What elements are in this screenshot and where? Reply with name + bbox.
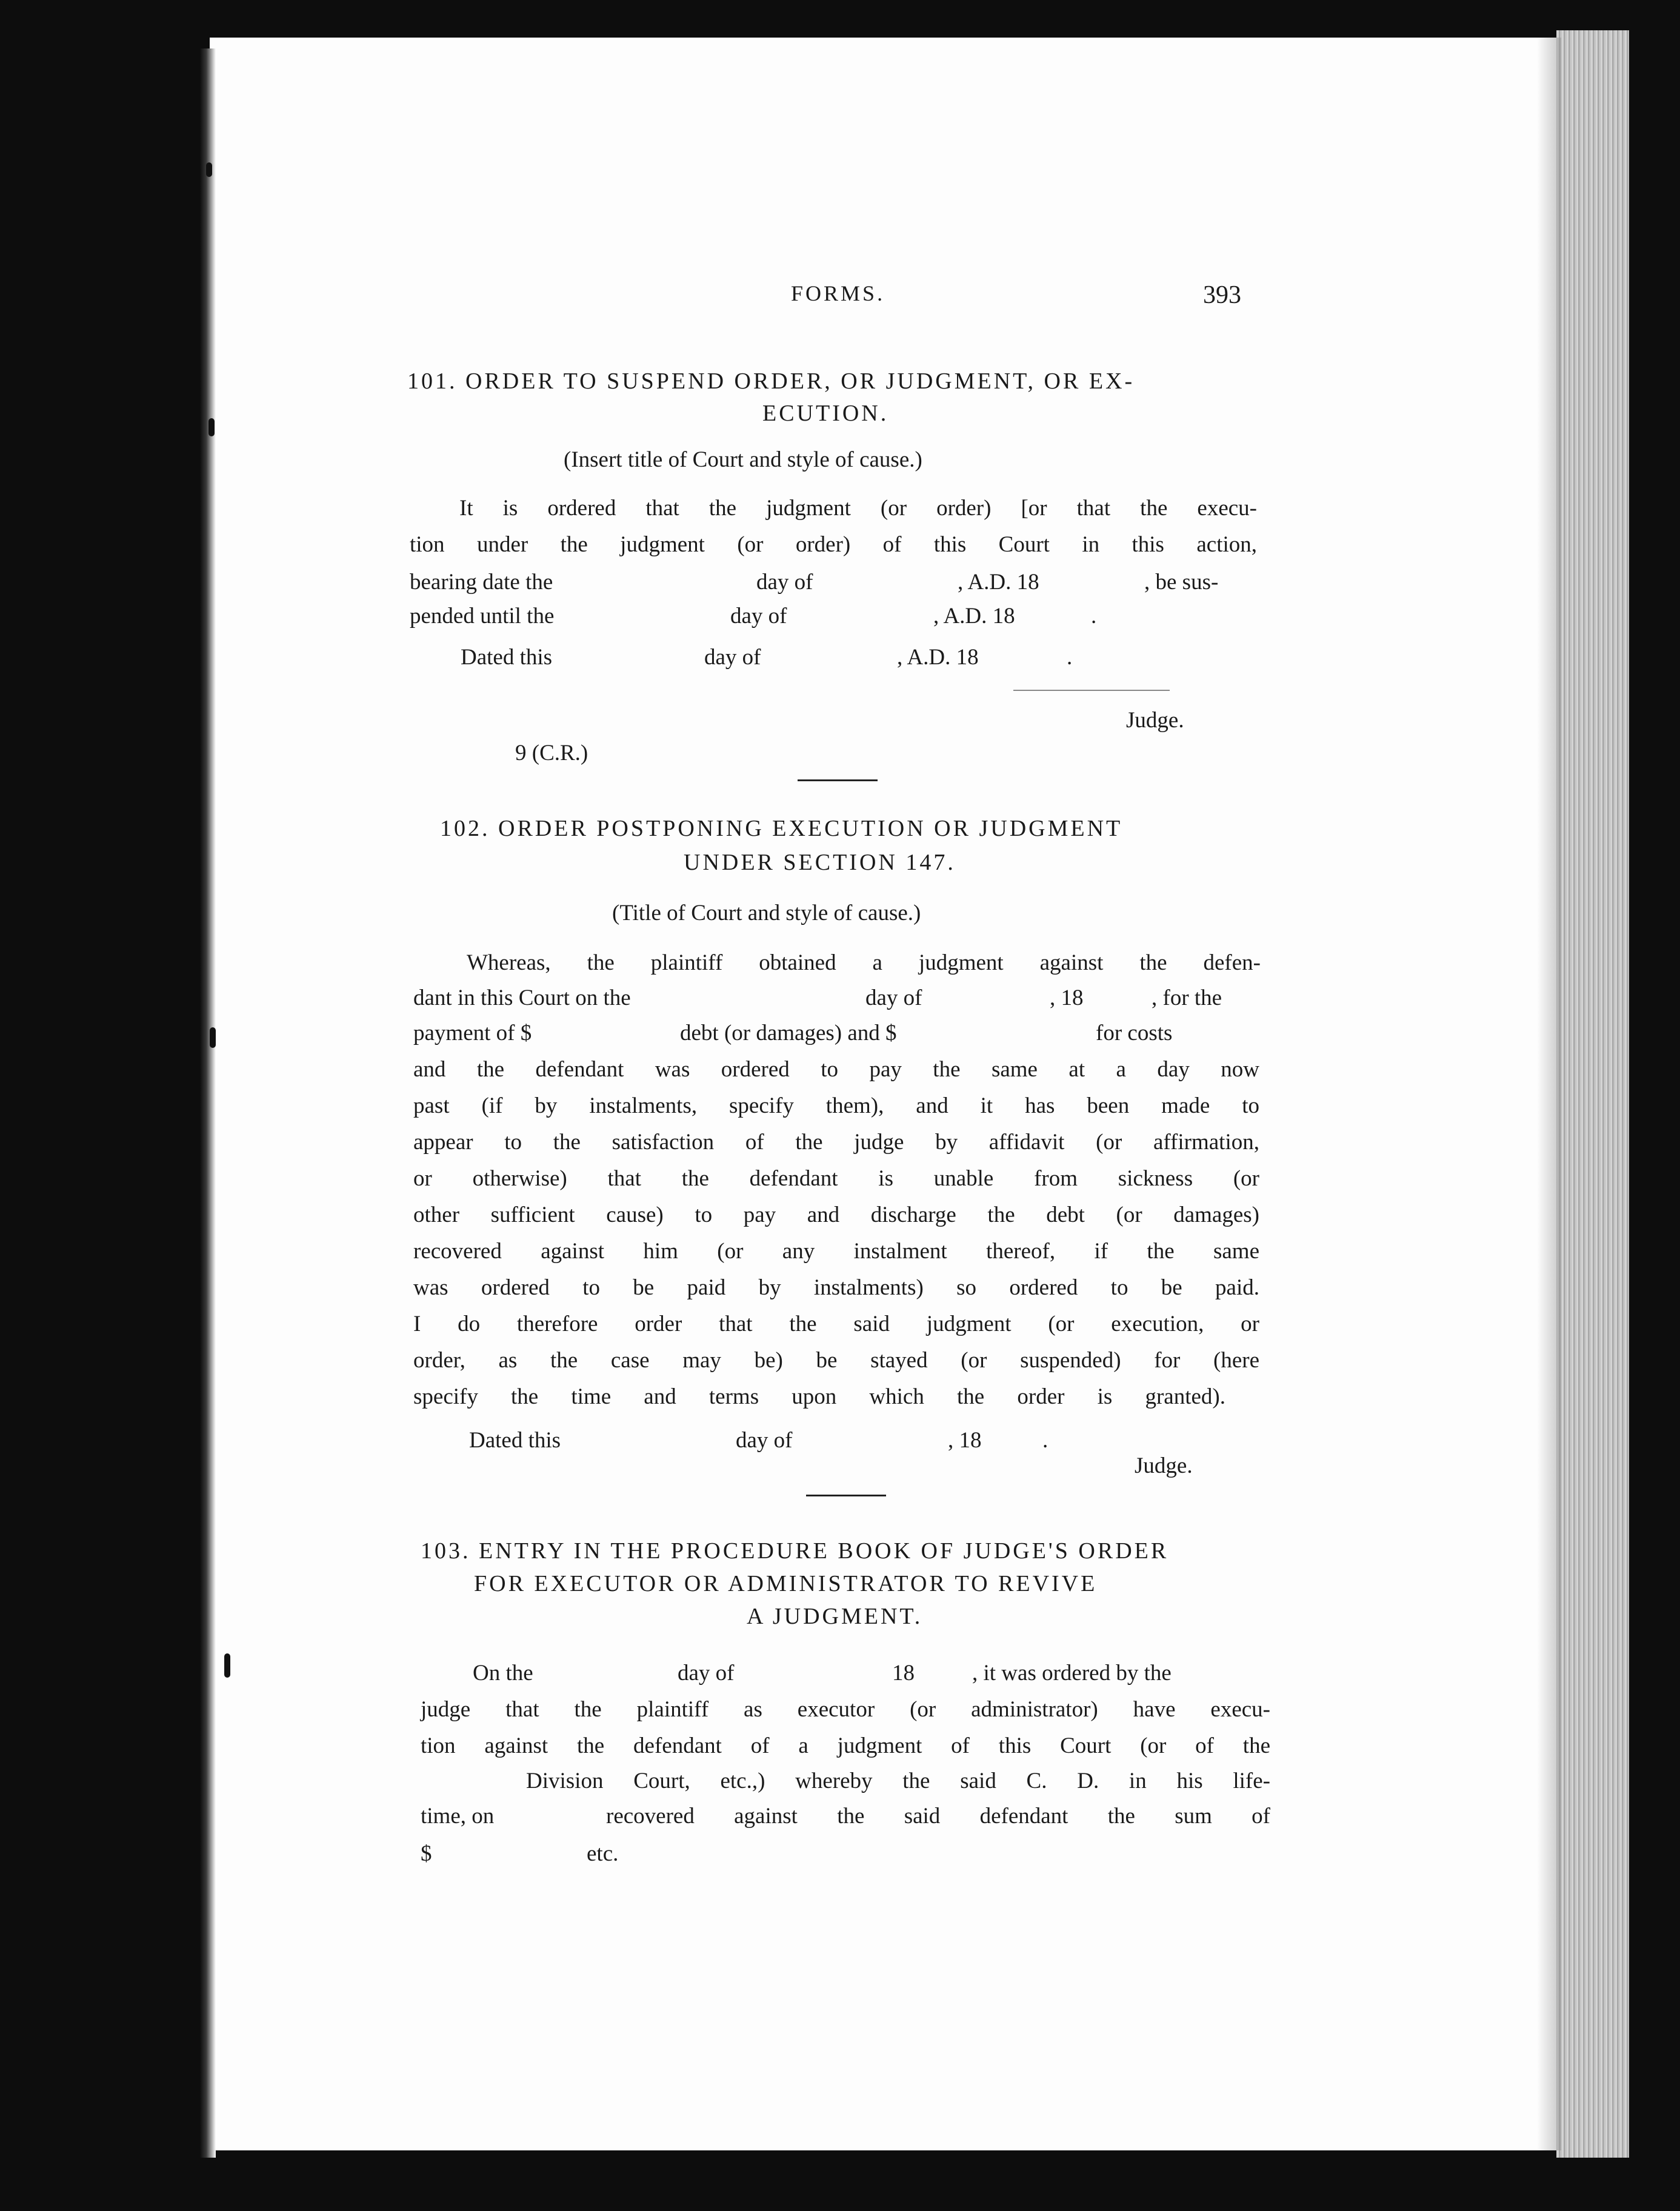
- form-103-body-line-5: time, on: [421, 1804, 495, 1829]
- form-102-day-label: day of: [865, 985, 922, 1010]
- form-101-dated-label: Dated this: [461, 645, 553, 670]
- form-102-body-line-11: I do therefore order that the said judgment (or execution, or: [413, 1312, 1259, 1336]
- form-103-body-line-5-cont: recovered against the said defendant the sum of: [606, 1804, 1270, 1829]
- form-103-year-label: 18: [892, 1661, 915, 1686]
- form-103-day-label: day of: [678, 1661, 735, 1686]
- form-102-costs-label: for costs: [1096, 1021, 1173, 1045]
- form-103-etc: etc.: [587, 1841, 619, 1866]
- form-102-dated-end: .: [1042, 1428, 1048, 1453]
- form-102-body-line-4: and the defendant was ordered to pay the same at a day now: [413, 1057, 1259, 1082]
- form-103-title-line-3: A JUDGMENT.: [747, 1604, 923, 1629]
- form-102-body-line-2: dant in this Court on the: [413, 985, 631, 1010]
- form-101-body-line-1: It is ordered that the judgment (or order) [or that the execu-: [459, 496, 1257, 521]
- form-101-body-line-3-end: , be sus-: [1144, 570, 1219, 595]
- page-edge-shadow: [1537, 38, 1561, 2150]
- form-102-body-line-13: specify the time and terms upon which the order is granted).: [413, 1384, 1225, 1409]
- book-gutter: [200, 48, 216, 2158]
- form-102-payment-label: payment of $: [413, 1021, 532, 1045]
- form-102-dated-label: Dated this: [469, 1428, 561, 1453]
- binding-mark: [210, 1027, 216, 1048]
- form-101-subtitle: (Insert title of Court and style of cause.): [564, 447, 922, 472]
- form-102-body-line-6: appear to the satisfaction of the judge by affidavit (or affirmation,: [413, 1130, 1259, 1155]
- form-102-debt-label: debt (or damages) and $: [680, 1021, 897, 1045]
- section-divider: [798, 779, 878, 781]
- form-101-dated-year-label: , A.D. 18: [897, 645, 979, 670]
- form-101-body-line-2: tion under the judgment (or order) of this Court in this action,: [410, 532, 1257, 557]
- form-102-year-label: , 18: [1050, 985, 1084, 1010]
- form-101-year-label: , A.D. 18: [958, 570, 1039, 595]
- form-102-signature: Judge.: [1135, 1453, 1193, 1478]
- form-103-amount-label: $: [421, 1841, 432, 1866]
- form-101-until-day-label: day of: [730, 604, 787, 629]
- form-102-body-line-5: past (if by instalments, specify them), and it has been made to: [413, 1093, 1259, 1118]
- form-103-title-line-2: FOR EXECUTOR OR ADMINISTRATOR TO REVIVE: [474, 1571, 1098, 1596]
- binding-mark: [206, 162, 212, 177]
- form-102-body-line-2-end: , for the: [1152, 985, 1222, 1010]
- form-103-on-the-label: On the: [473, 1661, 533, 1686]
- binding-mark: [224, 1653, 230, 1678]
- form-102-dated-day-label: day of: [736, 1428, 793, 1453]
- form-102-subtitle: (Title of Court and style of cause.): [612, 901, 921, 925]
- page-number: 393: [1203, 281, 1241, 309]
- page-stack-edge: [1556, 30, 1629, 2158]
- form-101-body-line-4-end: .: [1091, 604, 1097, 629]
- form-101-until-year-label: , A.D. 18: [933, 604, 1015, 629]
- binding-mark: [208, 418, 215, 436]
- form-102-title-line-1: 102. ORDER POSTPONING EXECUTION OR JUDGMENT: [440, 816, 1123, 841]
- form-101-dated-end: .: [1067, 645, 1073, 670]
- form-101-title-line-2: ECUTION.: [762, 401, 889, 426]
- form-103-title-line-1: 103. ENTRY IN THE PROCEDURE BOOK OF JUDGE'S ORDER: [421, 1538, 1169, 1564]
- form-103-body-line-3: tion against the defendant of a judgment of this Court (or of the: [421, 1733, 1270, 1758]
- form-102-title-line-2: UNDER SECTION 147.: [684, 850, 956, 875]
- form-102-body-line-8: other sufficient cause) to pay and discharge the debt (or damages): [413, 1202, 1259, 1227]
- form-101-day-label: day of: [756, 570, 813, 595]
- form-102-body-line-1: Whereas, the plaintiff obtained a judgment against the defen-: [467, 950, 1261, 975]
- form-101-signature: Judge.: [1126, 708, 1184, 733]
- form-102-dated-year-label: , 18: [948, 1428, 982, 1453]
- form-103-body-line-1-end: , it was ordered by the: [972, 1661, 1172, 1686]
- running-title: FORMS.: [791, 281, 885, 305]
- form-102-body-line-12: order, as the case may be) be stayed (or suspended) for (here: [413, 1348, 1259, 1373]
- signature-line: [1013, 690, 1170, 691]
- form-103-body-line-2: judge that the plaintiff as executor (or administrator) have execu-: [421, 1697, 1270, 1722]
- form-102-body-line-9: recovered against him (or any instalment thereof, if the same: [413, 1239, 1259, 1264]
- section-divider: [806, 1495, 886, 1496]
- form-101-title-line-1: 101. ORDER TO SUSPEND ORDER, OR JUDGMENT, OR EX-: [407, 368, 1135, 394]
- form-101-dated-day-label: day of: [704, 645, 761, 670]
- form-101-body-line-4: pended until the: [410, 604, 555, 629]
- form-101-body-line-3: bearing date the: [410, 570, 553, 595]
- form-102-body-line-7: or otherwise) that the defendant is unable from sickness (or: [413, 1166, 1259, 1191]
- form-102-body-line-10: was ordered to be paid by instalments) so ordered to be paid.: [413, 1275, 1259, 1300]
- form-103-body-line-4: Division Court, etc.,) whereby the said C. D. in his life-: [526, 1769, 1270, 1793]
- form-101-reference: 9 (C.R.): [515, 741, 588, 765]
